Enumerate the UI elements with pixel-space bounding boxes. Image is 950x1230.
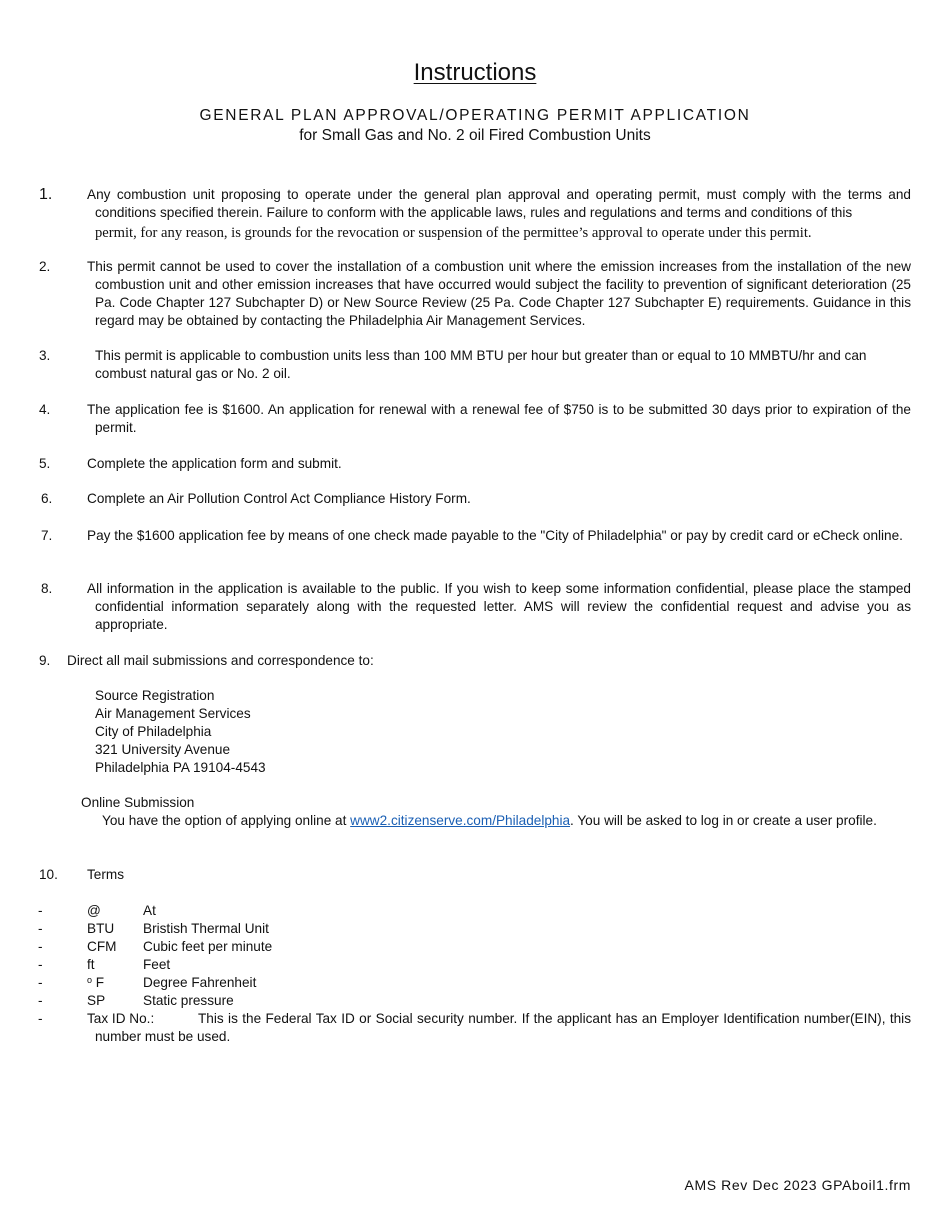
address-line: 321 University Avenue [95,742,231,757]
item-number: 8. [41,581,53,596]
term-abbr: BTU [87,921,115,936]
item-text: Pay the $1600 application fee by means of one check made payable to the "City of Philadelphia" or pay by credit card or eCheck online. [87,528,903,543]
term-definition: Cubic feet per minute [143,939,273,954]
online-text-after: . You will be asked to log in or create a user profile. [570,813,877,828]
term-definition: At [143,903,156,918]
term-dash: - [38,903,43,918]
item-text-continued: permit, for any reason, is grounds for the revocation or suspension of the permittee’s approval to operate under this permit. [95,225,812,241]
form-revision-footer: AMS Rev Dec 2023 GPAboil1.frm [684,1177,911,1193]
form-subtitle: GENERAL PLAN APPROVAL/OPERATING PERMIT APPLICATION [199,107,751,124]
term-definition: Degree Fahrenheit [143,975,257,990]
term-dash: - [38,921,43,936]
item-text: This permit is applicable to combustion units less than 100 MM BTU per hour but greater than or equal to 10 MMBTU/hr and can combust natural gas or No. 2 oil. [95,348,867,381]
item-number: 7. [41,528,53,543]
term-abbr: Tax ID No.: [87,1011,155,1026]
address-line: Source Registration [95,688,215,703]
item-text: All information in the application is available to the public. If you wish to keep some information confidential, please place the stamped confidential information separately along with the requested letter. AMS will review the confidential request and advise you as appropriate. [87,581,911,632]
item-number: 1. [39,186,53,203]
item-number: 6. [41,491,53,506]
page-title: Instructions [413,59,537,86]
term-dash: - [38,939,43,954]
form-subtitle-line2: for Small Gas and No. 2 oil Fired Combustion Units [299,127,651,144]
term-row [0,938,950,956]
item-number: 9. [39,653,51,668]
item-text: This permit cannot be used to cover the installation of a combustion unit where the emission increases from the installation of the new combustion unit and other emission increases that have occurred would subject the facility to prevention of significant deterioration (25 Pa. Code Chapter 127 Subchapter D) or New Source Review (25 Pa. Code Chapter 127 Subchapter E) requirements. Guidance in this regard may be obtained by contacting the Philadelphia Air Management Services. [87,259,911,328]
term-definition: Bristish Thermal Unit [143,921,269,936]
term-row [0,974,950,992]
term-definition: This is the Federal Tax ID or Social security number. If the applicant has an Employer Identification number(EIN), this number must be used. [95,1011,911,1044]
item-text: Complete the application form and submit. [87,456,342,471]
address-line: City of Philadelphia [95,724,212,739]
term-row [0,956,950,974]
item-text: Terms [87,867,125,882]
term-definition: Static pressure [143,993,234,1008]
online-submission-heading: Online Submission [81,795,195,810]
address-line: Air Management Services [95,706,251,721]
item-text: Direct all mail submissions and correspondence to: [67,653,374,668]
online-submission-text [102,812,879,830]
item-number: 4. [39,402,51,417]
term-dash: - [38,993,43,1008]
term-definition: Feet [143,957,171,972]
term-dash: - [38,1011,43,1026]
item-number: 3. [39,348,51,363]
address-line: Philadelphia PA 19104-4543 [95,760,266,775]
term-abbr: F [95,975,105,990]
online-text-before: You have the option of applying online at [102,813,351,828]
item-number: 5. [39,456,51,471]
term-abbr: SP [87,993,106,1008]
term-abbr: CFM [87,939,117,954]
term-abbr: @ [87,903,101,918]
citizenserve-link[interactable]: www2.citizenserve.com/Philadelphia [350,813,571,828]
degree-superscript: o [87,975,93,985]
term-abbr: ft [87,957,95,972]
item-text: Any combustion unit proposing to operate under the general plan approval and operating permit, must comply with the terms and conditions specified therein. Failure to conform with the applicable laws, rules and regulations and terms and conditions of this [87,187,911,220]
item-number: 2. [39,259,51,274]
term-row [0,920,950,938]
term-row [0,902,950,920]
item-text: The application fee is $1600. An application for renewal with a renewal fee of $750 is to be submitted 30 days prior to expiration of the permit. [87,402,911,435]
term-dash: - [38,975,43,990]
term-abbr-degree [87,974,104,992]
item-text: Complete an Air Pollution Control Act Compliance History Form. [87,491,471,506]
term-dash: - [38,957,43,972]
term-row [0,992,950,1010]
item-number: 10. [39,867,58,882]
